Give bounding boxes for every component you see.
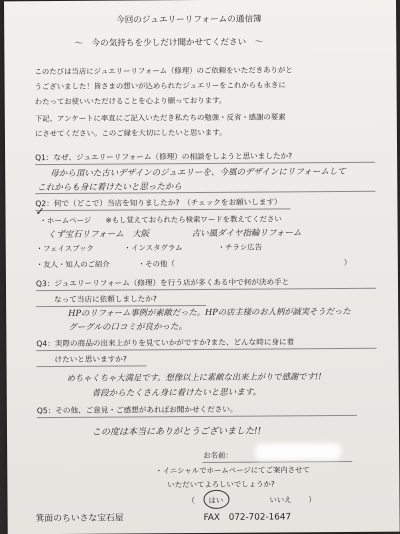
intro-line: うございました！皆さまの想いが込められたジュエリーをこれからも永きに: [34, 80, 286, 92]
survey-title: 今回のジュエリーリフォームの通信簿: [116, 14, 262, 26]
question-2-label: Q2：何で（どこで）当店を知りましたか? （チェックをお願いします）: [35, 197, 282, 209]
question-3-label-line2: なって当店に依頼しましたか?: [54, 294, 157, 305]
question-4-label-line1: Q4：実際の商品の出来上がりを見ていかがですか?また、どんな時に身に着: [36, 337, 295, 349]
option-facebook: ・フェイスブック: [35, 243, 94, 254]
name-label: お名前：: [203, 450, 233, 460]
question-4-underline-2: [37, 365, 147, 367]
question-1-label: Q1：なぜ、ジュエリーリフォーム（修理）の相談をしようと思いましたか?: [35, 151, 293, 163]
answer-1-line1: 母から頂いた古いデザインのジュエリーを、今風のデザインにリフォームして: [50, 166, 346, 180]
shop-fax: FAX 072-702-1647: [203, 512, 292, 523]
homepage-checkmark: ✓: [35, 205, 45, 219]
option-flyer: ・チラシ広告: [217, 242, 263, 252]
answer-4-line1: めちゃくちゃ大満足です。想像以上に素敵な出来上がりで感謝です!!: [66, 371, 322, 383]
survey-subtitle: ～ 今の気持ちを少しだけ聞かせてください ～: [74, 37, 264, 49]
consent-line1: ・イニシャルでホームページにてご案内させて: [155, 465, 310, 476]
answer-3-line2: グーグルの口コミが良かった。: [68, 322, 188, 333]
answer-4-line2: 普段からたくさん身に着けたいと思います。: [91, 387, 262, 399]
question-4-label-line2: けたいと思いますか?: [54, 354, 127, 365]
answer-3-line1: HPのリフォーム事例が素敵だった。HPの店主様のお人柄が誠実そうだった: [68, 305, 351, 318]
option-homepage-note: ※もし覚えておられたら検索ワードを教えてください: [105, 214, 282, 225]
intro-line: にさせてください。このご縁を大切にしたいと思います。: [34, 127, 227, 139]
question-5-label: Q5：その他、ご意見・ご感想があればお聞かせください。: [36, 404, 238, 416]
paren-close: ）: [308, 495, 316, 505]
search-words-2: 古い風ダイヤ指輪リフォーム: [191, 228, 302, 240]
survey-sheet: [4, 0, 400, 534]
consent-line2: いただいてよろしいでしょうか?: [167, 479, 275, 490]
option-instagram: ・インスタグラム: [123, 243, 183, 253]
intro-line: わたってお使いいただけることを心より願っております。: [34, 95, 227, 107]
option-other-close: ）: [343, 257, 352, 268]
name-underline: [202, 461, 352, 463]
shop-name: 箕面のちいさな宝石屋: [35, 513, 124, 525]
consent-no: いいえ: [269, 495, 292, 505]
answer-1-line2: これからも身に着けたいと思ったから: [37, 182, 182, 194]
answer-5: この度は本当にありがとうございました!!: [91, 426, 262, 438]
option-other: ・その他（: [137, 259, 175, 269]
intro-line: 下記、アンケートに率直にご記入いただき私たちの勉強・反省・感謝の要素: [34, 112, 286, 124]
consent-yes: はい: [208, 495, 224, 505]
intro-line: このたびは当店にジュエリーリフォーム（修理）のご依頼をいただきありがと: [34, 65, 293, 77]
option-homepage: ・ホームページ: [39, 215, 92, 226]
search-words-1: くず宝石リフォーム 大阪: [47, 229, 150, 241]
option-friends: ・友人・知人のご紹介: [35, 259, 110, 270]
paren-open: （: [187, 496, 195, 506]
redacted-name: [255, 443, 341, 461]
question-3-label-line1: Q3：ジュエリーリフォーム（修理）を行う店が多くある中で何が決め手と: [35, 277, 290, 289]
